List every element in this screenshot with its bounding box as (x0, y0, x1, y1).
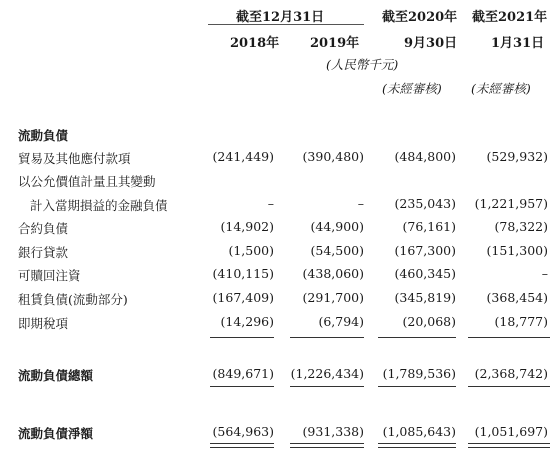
row-value: (1,221,957) (474, 196, 548, 211)
unaudited-2020: (未經審核) (382, 81, 442, 96)
row-value: – (357, 196, 364, 211)
header-group-2020: 截至2020年 (382, 10, 458, 25)
row-value: (6,794) (318, 314, 364, 329)
header-group-2018-2019: 截至12月31日 (236, 10, 325, 25)
row-label: 計入當期損益的金融負債 (30, 198, 168, 213)
header-col-2019: 2019年 (310, 36, 360, 51)
row-label: 合約負債 (18, 221, 69, 236)
net-2021: (1,051,697) (474, 424, 548, 439)
row-value: (291,700) (302, 290, 364, 305)
row-value: – (267, 196, 274, 211)
row-value: (151,300) (486, 243, 548, 258)
total-rule-3 (378, 386, 456, 387)
header-col-2020: 9月30日 (404, 36, 458, 51)
row-label: 可贖回注資 (18, 268, 81, 283)
subtotal-rule-2 (290, 337, 364, 338)
total-label: 流動負債總額 (18, 368, 94, 383)
row-value: (167,409) (212, 290, 274, 305)
row-value: (460,345) (394, 266, 456, 281)
row-label: 貿易及其他應付款項 (18, 151, 131, 166)
row-value: (235,043) (394, 196, 456, 211)
row-label: 租賃負債(流動部分) (18, 292, 128, 307)
subtotal-rule-1 (210, 337, 274, 338)
row-value: (438,060) (302, 266, 364, 281)
row-value: (44,900) (310, 219, 364, 234)
net-double-rule-2 (290, 443, 364, 448)
row-value: (167,300) (394, 243, 456, 258)
row-value: (14,902) (220, 219, 274, 234)
row-label: 即期稅項 (18, 316, 69, 331)
net-label: 流動負債淨額 (18, 426, 94, 441)
net-double-rule-1 (210, 443, 274, 448)
row-value: (78,322) (494, 219, 548, 234)
total-2019: (1,226,434) (290, 366, 364, 381)
header-col-2018: 2018年 (230, 36, 280, 51)
net-2020: (1,085,643) (382, 424, 456, 439)
row-value: (20,068) (402, 314, 456, 329)
row-value: (54,500) (310, 243, 364, 258)
row-value: (14,296) (220, 314, 274, 329)
row-value: (529,932) (486, 149, 548, 164)
row-label: 以公允價值計量且其變動 (18, 174, 156, 189)
total-2021: (2,368,742) (474, 366, 548, 381)
total-rule-1 (210, 386, 274, 387)
row-value: (76,161) (402, 219, 456, 234)
row-value: (1,500) (228, 243, 274, 258)
net-double-rule-4 (468, 443, 550, 448)
total-2018: (849,671) (212, 366, 274, 381)
row-value: (18,777) (494, 314, 548, 329)
row-value: (345,819) (394, 290, 456, 305)
unaudited-2021: (未經審核) (471, 81, 531, 96)
total-rule-4 (468, 386, 550, 387)
header-col-2021: 1月31日 (491, 36, 545, 51)
subtotal-rule-4 (468, 337, 550, 338)
row-value: (484,800) (394, 149, 456, 164)
row-value: (241,449) (212, 149, 274, 164)
row-value: (390,480) (302, 149, 364, 164)
subtotal-rule-3 (378, 337, 456, 338)
header-underline (208, 24, 364, 25)
total-rule-2 (290, 386, 364, 387)
total-2020: (1,789,536) (382, 366, 456, 381)
header-group-2021: 截至2021年 (472, 10, 548, 25)
row-value: – (541, 266, 548, 281)
net-2019: (931,338) (302, 424, 364, 439)
net-double-rule-3 (378, 443, 456, 448)
section-title: 流動負債 (18, 128, 69, 143)
row-value: (368,454) (486, 290, 548, 305)
row-label: 銀行貸款 (18, 245, 69, 260)
row-value: (410,115) (212, 266, 274, 281)
unit-label: (人民幣千元) (326, 57, 399, 72)
net-2018: (564,963) (212, 424, 274, 439)
